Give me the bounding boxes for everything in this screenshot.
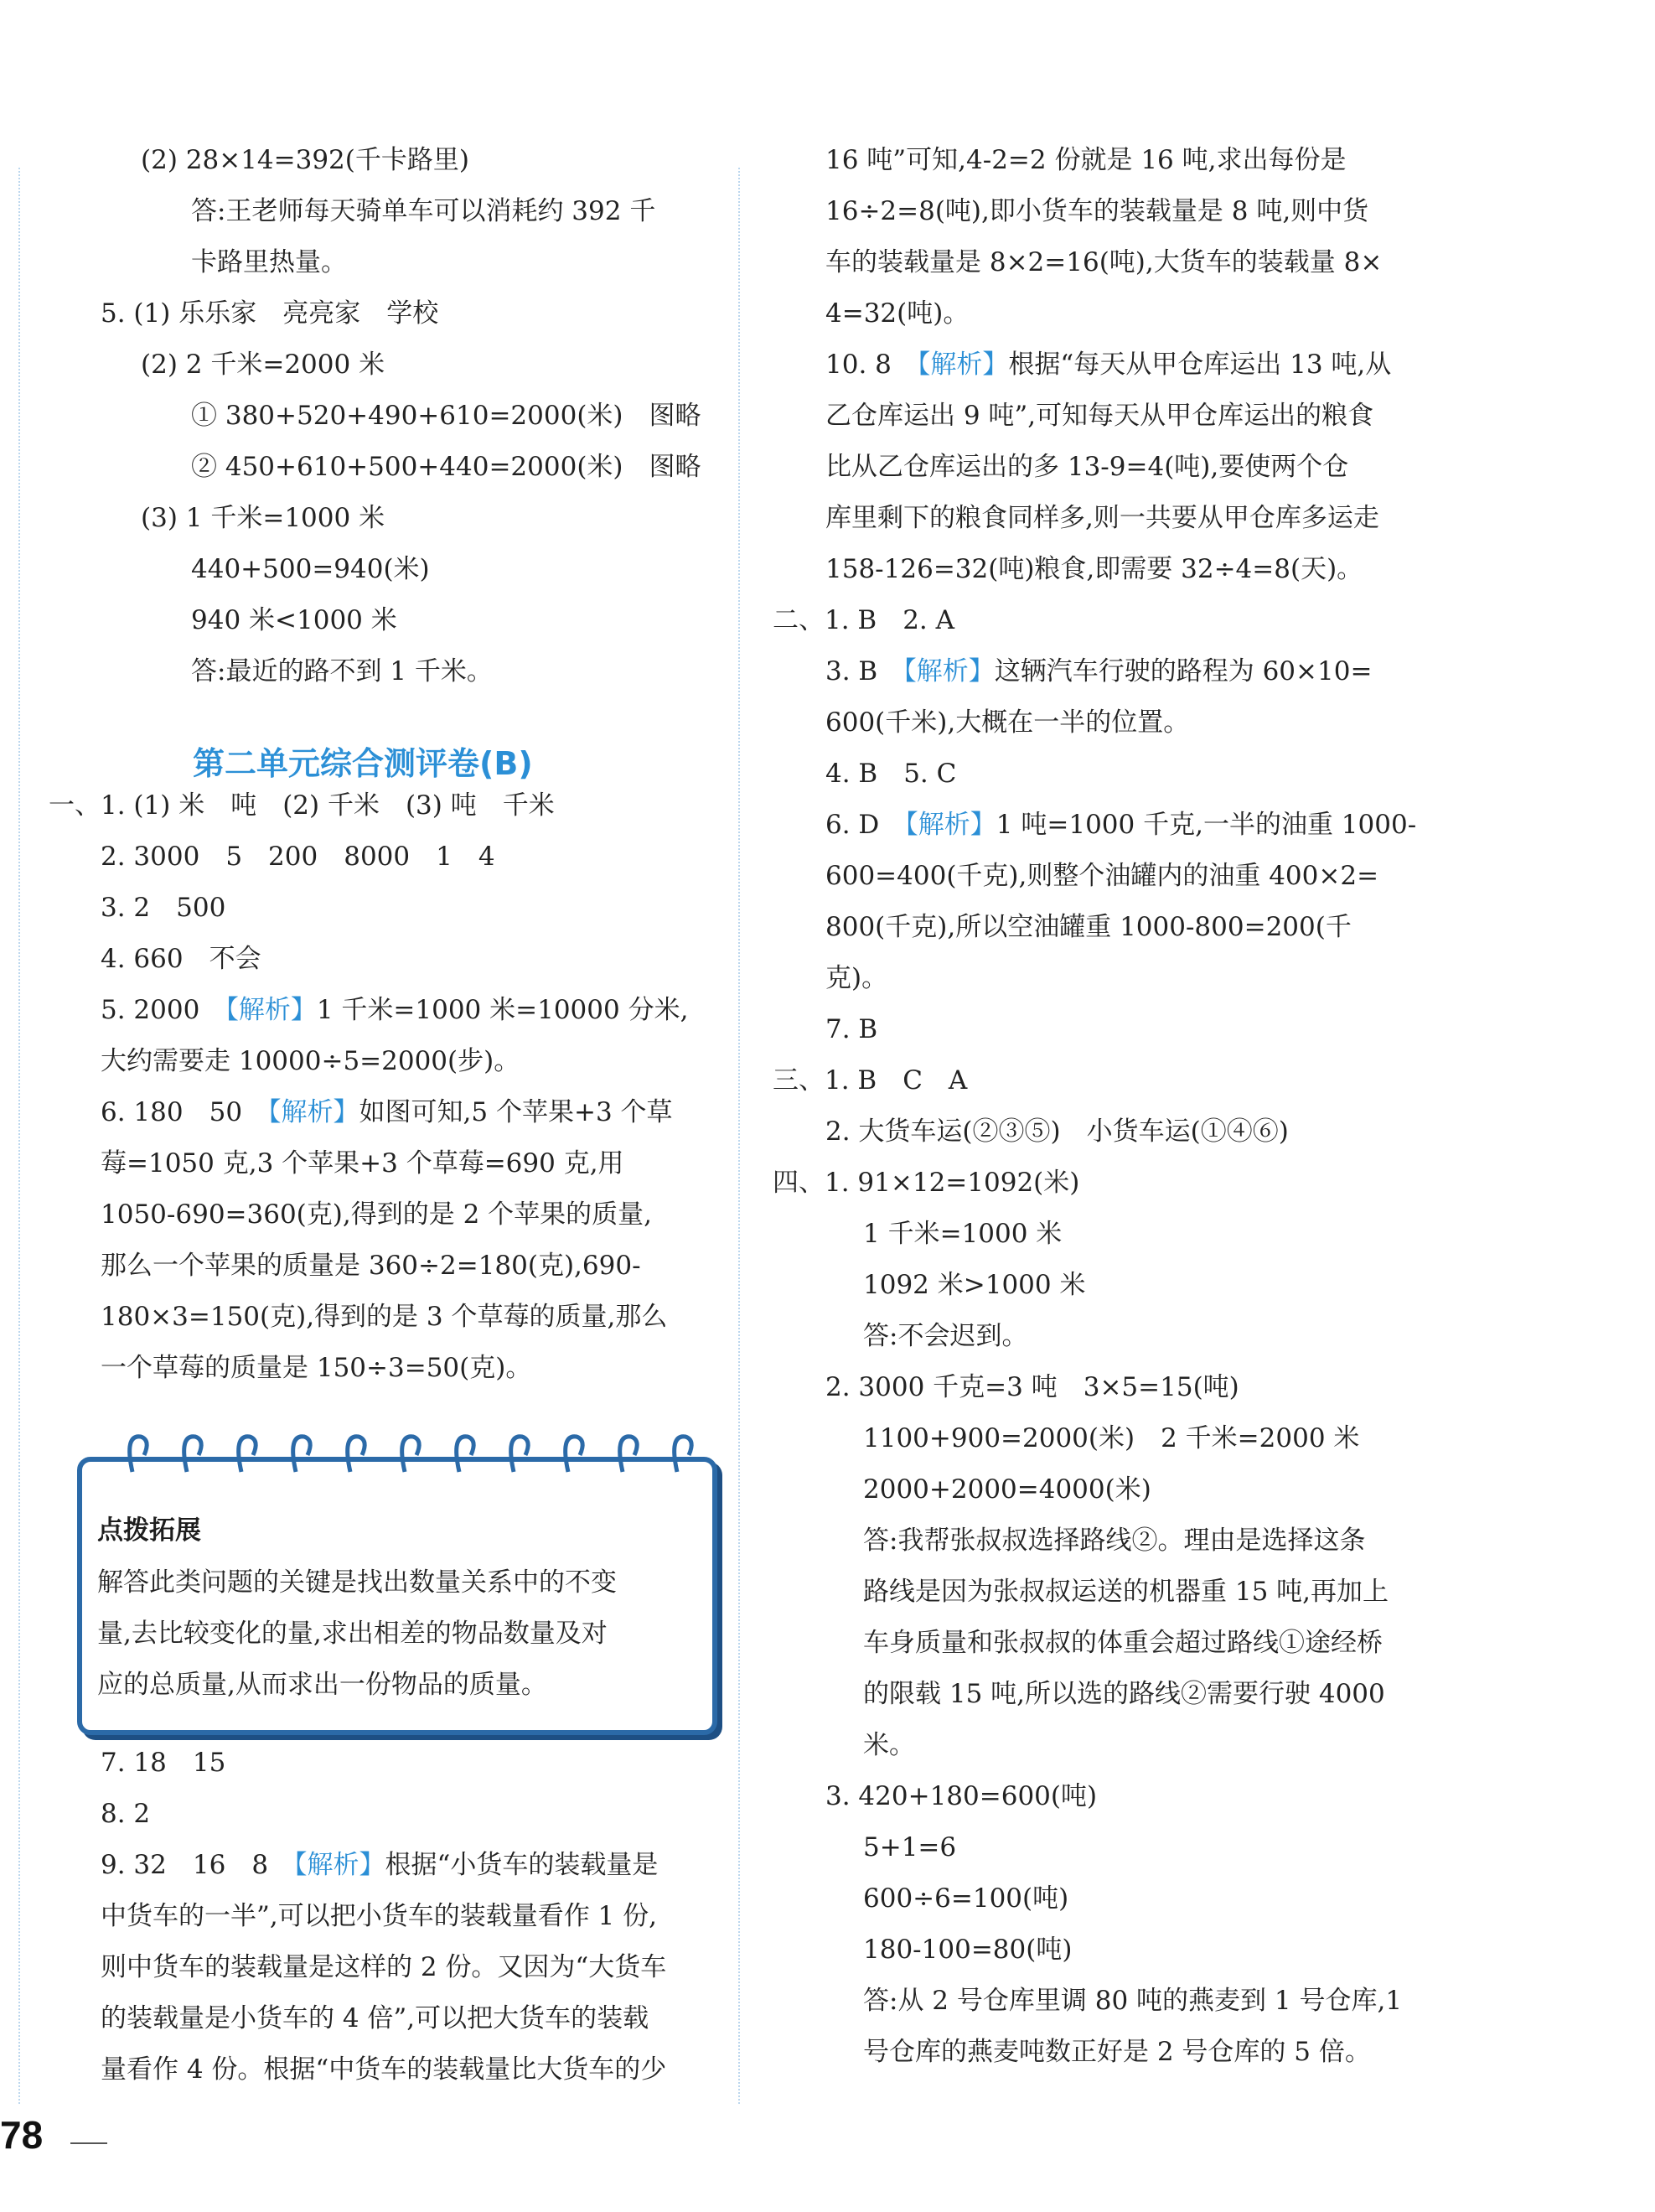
- section-title: 第二单元综合测评卷(B): [193, 745, 533, 782]
- text-line: 车的装载量是 8×2=16(吨),大货车的装载量 8×: [825, 247, 1383, 277]
- text-line: 10. 8 【解析】根据“每天从甲仓库运出 13 吨,从: [825, 350, 1392, 380]
- column-divider: [738, 168, 740, 2104]
- page-number-rule: [70, 2142, 107, 2144]
- text-line: 180-100=80(吨): [863, 1935, 1073, 1965]
- text-line: 7. B: [825, 1014, 878, 1044]
- text-line: (3) 1 千米=1000 米: [141, 503, 385, 533]
- text-line: 940 米<1000 米: [191, 605, 397, 635]
- text-line: 那么一个苹果的质量是 360÷2=180(克),690-: [101, 1251, 641, 1281]
- text-line: 量看作 4 份。根据“中货车的装载量比大货车的少: [101, 2054, 667, 2085]
- notebook-rings-icon: [116, 1430, 702, 1480]
- text-line: 三、1. B C A: [773, 1065, 968, 1096]
- text-line: 600=400(千克),则整个油罐内的油重 400×2=: [825, 861, 1379, 891]
- text-line: 莓=1050 克,3 个苹果+3 个草莓=690 克,用: [101, 1148, 624, 1179]
- text-line: ② 450+610+500+440=2000(米) 图略: [191, 452, 701, 482]
- text-line: 440+500=940(米): [191, 554, 430, 584]
- text-line: 9. 32 16 8 【解析】根据“小货车的装载量是: [101, 1850, 659, 1880]
- text-line: 1100+900=2000(米) 2 千米=2000 米: [863, 1423, 1360, 1453]
- analysis-tag: 【解析】: [917, 350, 1009, 380]
- text-line: 158-126=32(吨)粮食,即需要 32÷4=8(天)。: [825, 554, 1363, 584]
- text-line: 4=32(吨)。: [825, 298, 970, 329]
- tip-box-line-1: 解答此类问题的关键是找出数量关系中的不变: [97, 1567, 617, 1598]
- text-line: 库里剩下的粮食同样多,则一共要从甲仓库多运走: [825, 503, 1379, 533]
- text-line: 米。: [863, 1730, 915, 1760]
- left-margin-line: [18, 168, 20, 2104]
- text-line: ① 380+520+490+610=2000(米) 图略: [191, 401, 701, 431]
- analysis-tag: 【解析】: [905, 810, 996, 840]
- text-line: 4. B 5. C: [825, 759, 957, 789]
- text-line: 5. (1) 乐乐家 亮亮家 学校: [101, 298, 439, 329]
- text-line: 16÷2=8(吨),即小货车的装载量是 8 吨,则中货: [825, 196, 1369, 226]
- text-line: 的限载 15 吨,所以选的路线②需要行驶 4000: [863, 1679, 1385, 1709]
- text-line: 1092 米>1000 米: [863, 1270, 1086, 1300]
- text-line: 路线是因为张叔叔运送的机器重 15 吨,再加上: [863, 1577, 1389, 1607]
- text-line: 2. 3000 千克=3 吨 3×5=15(吨): [825, 1372, 1239, 1402]
- text-line: 答:不会迟到。: [863, 1321, 1028, 1351]
- text-line: 中货车的一半”,可以把小货车的装载量看作 1 份,: [101, 1901, 657, 1931]
- text-line: (2) 28×14=392(千卡路里): [141, 145, 469, 175]
- text-line: 3. B 【解析】这辆汽车行驶的路程为 60×10=: [825, 656, 1373, 686]
- text-line: 2. 3000 5 200 8000 1 4: [101, 842, 495, 872]
- text-line: 卡路里热量。: [191, 247, 347, 277]
- tip-box-line-2: 量,去比较变化的量,求出相差的物品数量及对: [97, 1619, 608, 1649]
- text-line: 答:我帮张叔叔选择路线②。理由是选择这条: [863, 1526, 1366, 1556]
- text-line: 则中货车的装载量是这样的 2 份。又因为“大货车: [101, 1952, 667, 1982]
- text-line: 答:王老师每天骑单车可以消耗约 392 千: [191, 196, 656, 226]
- text-line: 3. 2 500: [101, 893, 226, 923]
- text-line: 16 吨”可知,4-2=2 份就是 16 吨,求出每份是: [825, 145, 1347, 175]
- text-line: 7. 18 15: [101, 1748, 226, 1778]
- text-line: 的装载量是小货车的 4 倍”,可以把大货车的装载: [101, 2003, 649, 2033]
- analysis-tag: 【解析】: [268, 1097, 359, 1127]
- text-line: 答:最近的路不到 1 千米。: [191, 656, 493, 686]
- tip-box: [77, 1457, 717, 1735]
- text-line: 6. D 【解析】1 吨=1000 千克,一半的油重 1000-: [825, 810, 1417, 840]
- text-line: 180×3=150(克),得到的是 3 个草莓的质量,那么: [101, 1302, 668, 1332]
- text-line: 答:从 2 号仓库里调 80 吨的燕麦到 1 号仓库,1: [863, 1986, 1403, 2016]
- text-line: 大约需要走 10000÷5=2000(步)。: [101, 1046, 520, 1076]
- text-line: 乙仓库运出 9 吨”,可知每天从甲仓库运出的粮食: [825, 401, 1374, 431]
- text-line: 车身质量和张叔叔的体重会超过路线①途经桥: [863, 1628, 1383, 1658]
- text-line: 一个草莓的质量是 150÷3=50(克)。: [101, 1353, 532, 1383]
- text-line: 一、1. (1) 米 吨 (2) 千米 (3) 吨 千米: [49, 790, 555, 821]
- text-line: 克)。: [825, 963, 888, 993]
- text-line: 6. 180 50 【解析】如图可知,5 个苹果+3 个草: [101, 1097, 673, 1127]
- text-line: (2) 2 千米=2000 米: [141, 350, 385, 380]
- tip-box-line-3: 应的总质量,从而求出一份物品的质量。: [97, 1670, 547, 1700]
- text-line: 800(千克),所以空油罐重 1000-800=200(千: [825, 912, 1352, 942]
- text-line: 1050-690=360(克),得到的是 2 个苹果的质量,: [101, 1199, 653, 1230]
- text-line: 5. 2000 【解析】1 千米=1000 米=10000 分米,: [101, 995, 689, 1025]
- tip-box-title: 点拨拓展: [97, 1515, 201, 1546]
- text-line: 600÷6=100(吨): [863, 1883, 1069, 1914]
- text-line: 3. 420+180=600(吨): [825, 1781, 1098, 1811]
- text-line: 比从乙仓库运出的多 13-9=4(吨),要使两个仓: [825, 452, 1349, 482]
- text-line: 2000+2000=4000(米): [863, 1474, 1151, 1505]
- text-line: 1 千米=1000 米: [863, 1219, 1063, 1249]
- text-line: 5+1=6: [863, 1832, 957, 1862]
- analysis-tag: 【解析】: [903, 656, 995, 686]
- text-line: 二、1. B 2. A: [773, 605, 955, 635]
- analysis-tag: 【解析】: [294, 1850, 385, 1880]
- analysis-tag: 【解析】: [225, 995, 317, 1025]
- text-line: 2. 大货车运(②③⑤) 小货车运(①④⑥): [825, 1116, 1289, 1147]
- text-line: 8. 2: [101, 1799, 151, 1829]
- text-line: 四、1. 91×12=1092(米): [773, 1168, 1080, 1198]
- text-line: 600(千米),大概在一半的位置。: [825, 707, 1190, 738]
- text-line: 号仓库的燕麦吨数正好是 2 号仓库的 5 倍。: [863, 2037, 1371, 2067]
- text-line: 4. 660 不会: [101, 944, 261, 974]
- page-number: 78: [0, 2113, 44, 2157]
